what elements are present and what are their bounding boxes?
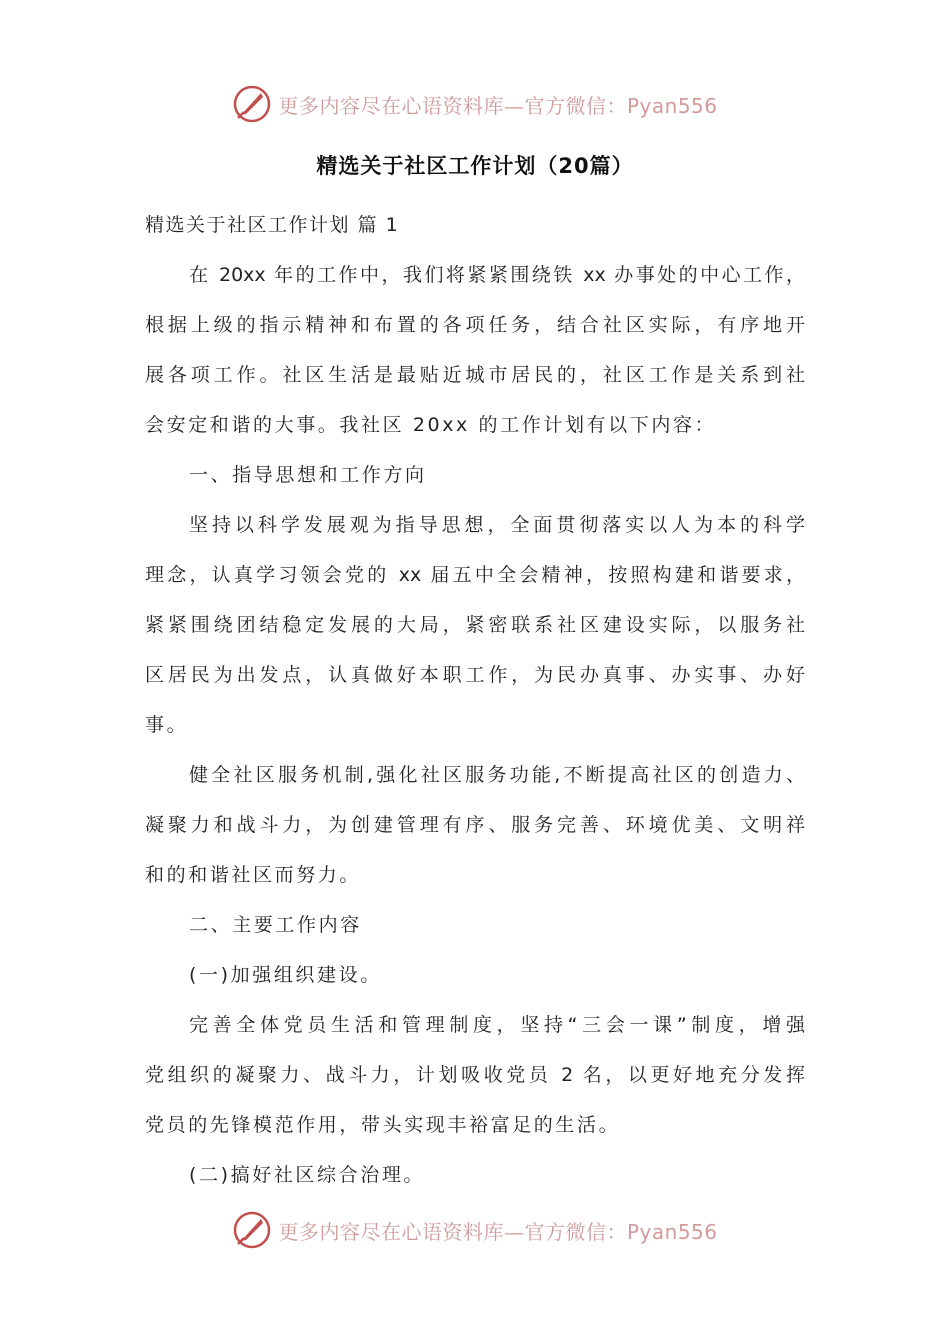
banner-wechat-id: Pyan556 [626,1219,718,1244]
paragraph-line: 紧紧围绕团结稳定发展的大局，紧密联系社区建设实际，以服务社 [145,614,805,636]
paragraph-line: 根据上级的指示精神和布置的各项任务，结合社区实际，有序地开 [145,314,805,336]
paragraph-line: 党员的先锋模范作用，带头实现丰裕富足的生活。 [145,1114,621,1136]
paragraph-line: 党组织的凝聚力、战斗力，计划吸收党员 2 名，以更好地充分发挥 [145,1064,805,1086]
quill-logo-icon [232,1210,272,1250]
banner-text: 更多内容尽在心语资料库—官方微信： [278,93,627,118]
banner-text: 更多内容尽在心语资料库—官方微信： [278,1219,627,1244]
section-heading: 精选关于社区工作计划 篇 1 [145,214,400,236]
header-watermark [0,82,950,126]
paragraph-line: 事。 [145,714,189,736]
banner-wechat-id: Pyan556 [626,93,718,118]
section-heading: 二、主要工作内容 [189,914,362,936]
paragraph-line: 理念，认真学习领会党的 xx 届五中全会精神，按照构建和谐要求， [145,564,805,586]
quill-logo-icon [232,84,272,124]
paragraph-line: 展各项工作。社区生活是最贴近城市居民的，社区工作是关系到社 [145,364,805,386]
paragraph-line: 区居民为出发点，认真做好本职工作，为民办真事、办实事、办好 [145,664,805,686]
paragraph-line: 完善全体党员生活和管理制度，坚持“三会一课”制度，增强 [189,1014,805,1036]
document-body [145,200,805,1200]
document-title: 精选关于社区工作计划（20篇） [316,154,634,178]
paragraph-line: 坚持以科学发展观为指导思想，全面贯彻落实以人为本的科学 [189,514,805,536]
paragraph-line: 和的和谐社区而努力。 [145,864,362,886]
subsection-heading: (一)加强组织建设。 [189,964,382,986]
paragraph-line: 在 20xx 年的工作中，我们将紧紧围绕铁 xx 办事处的中心工作， [189,264,805,286]
paragraph-line: 健全社区服务机制,强化社区服务功能,不断提高社区的创造力、 [189,764,805,786]
subsection-heading: (二)搞好社区综合治理。 [189,1164,426,1186]
paragraph-line: 会安定和谐的大事。我社区 20xx 的工作计划有以下内容： [145,414,717,436]
paragraph-line: 凝聚力和战斗力，为创建管理有序、服务完善、环境优美、文明祥 [145,814,805,836]
section-heading: 一、指导思想和工作方向 [189,464,427,486]
footer-watermark [0,1208,950,1252]
